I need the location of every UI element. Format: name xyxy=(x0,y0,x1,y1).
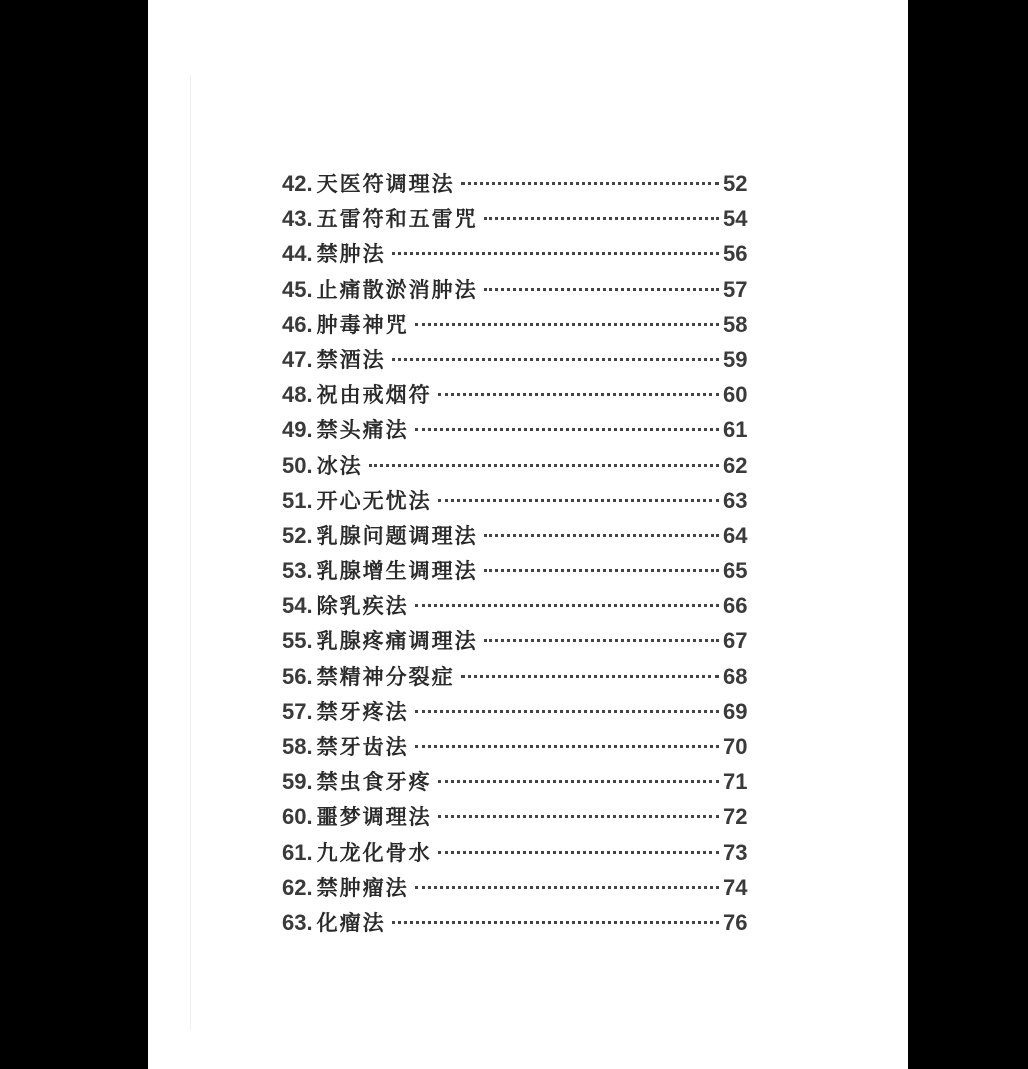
entry-page-number: 69 xyxy=(723,698,748,724)
toc-entry xyxy=(282,799,757,834)
dot-leader xyxy=(438,780,719,783)
entry-title: 禁肿法 xyxy=(316,241,386,267)
dot-leader xyxy=(438,393,719,396)
toc-entry xyxy=(282,236,757,271)
entry-title: 肿毒神咒 xyxy=(316,311,409,337)
dot-leader xyxy=(415,604,719,607)
dot-leader xyxy=(392,358,719,361)
entry-page-number: 63 xyxy=(723,487,748,513)
dot-leader xyxy=(415,428,719,431)
entry-number: 62. xyxy=(282,874,313,900)
entry-number: 51. xyxy=(282,487,313,513)
dot-leader xyxy=(438,499,719,502)
entry-page-number: 57 xyxy=(723,276,748,302)
toc-entry xyxy=(282,412,757,447)
toc-entry xyxy=(282,553,757,588)
toc-entry xyxy=(282,201,757,236)
entry-title: 化瘤法 xyxy=(316,909,386,935)
entry-page-number: 62 xyxy=(723,452,748,478)
toc-entry xyxy=(282,307,757,342)
entry-title: 噩梦调理法 xyxy=(316,804,432,830)
dot-leader xyxy=(438,815,719,818)
table-of-contents xyxy=(282,166,757,940)
entry-number: 54. xyxy=(282,593,313,619)
entry-number: 47. xyxy=(282,346,313,372)
entry-page-number: 70 xyxy=(723,734,748,759)
toc-entry xyxy=(282,377,757,412)
toc-entry xyxy=(282,623,757,658)
entry-page-number: 58 xyxy=(723,311,748,337)
entry-title: 禁肿瘤法 xyxy=(316,874,409,900)
dot-leader xyxy=(461,675,719,678)
entry-title: 止痛散淤消肿法 xyxy=(316,276,478,302)
toc-entry xyxy=(282,694,757,729)
dot-leader xyxy=(369,464,719,467)
dot-leader xyxy=(484,569,719,572)
entry-page-number: 74 xyxy=(723,874,748,900)
entry-number: 56. xyxy=(282,663,313,689)
entry-number: 58. xyxy=(282,734,313,759)
dot-leader xyxy=(415,886,719,889)
toc-entry xyxy=(282,835,757,870)
entry-number: 42. xyxy=(282,171,313,196)
entry-number: 57. xyxy=(282,698,313,724)
entry-title: 乳腺增生调理法 xyxy=(316,558,478,584)
entry-title: 除乳疾法 xyxy=(316,593,409,619)
entry-page-number: 52 xyxy=(723,171,748,196)
toc-entry xyxy=(282,729,757,764)
toc-entry xyxy=(282,272,757,307)
toc-entry xyxy=(282,588,757,623)
entry-title: 冰法 xyxy=(316,452,363,478)
entry-number: 63. xyxy=(282,909,313,935)
entry-title: 禁牙齿法 xyxy=(316,734,409,759)
toc-entry xyxy=(282,166,757,201)
entry-number: 60. xyxy=(282,804,313,830)
toc-entry xyxy=(282,483,757,518)
dot-leader xyxy=(392,252,719,255)
entry-title: 乳腺问题调理法 xyxy=(316,522,478,548)
entry-page-number: 68 xyxy=(723,663,748,689)
entry-number: 52. xyxy=(282,522,313,548)
entry-page-number: 76 xyxy=(723,909,748,935)
entry-page-number: 71 xyxy=(723,769,748,795)
entry-page-number: 56 xyxy=(723,241,748,267)
entry-page-number: 54 xyxy=(723,206,748,232)
toc-entry xyxy=(282,905,757,940)
entry-title: 五雷符和五雷咒 xyxy=(316,206,478,232)
entry-number: 44. xyxy=(282,241,313,267)
dot-leader xyxy=(484,217,719,220)
entry-title: 禁虫食牙疼 xyxy=(316,769,432,795)
entry-title: 禁牙疼法 xyxy=(316,698,409,724)
dot-leader xyxy=(484,639,719,642)
dot-leader xyxy=(415,710,719,713)
dot-leader xyxy=(438,851,719,854)
entry-page-number: 60 xyxy=(723,382,748,408)
entry-number: 59. xyxy=(282,769,313,795)
dot-leader xyxy=(461,182,719,185)
toc-entry xyxy=(282,342,757,377)
toc-entry xyxy=(282,764,757,799)
entry-number: 46. xyxy=(282,311,313,337)
entry-page-number: 67 xyxy=(723,628,748,654)
entry-number: 53. xyxy=(282,558,313,584)
entry-page-number: 61 xyxy=(723,417,748,443)
toc-entry xyxy=(282,870,757,905)
entry-number: 55. xyxy=(282,628,313,654)
dot-leader xyxy=(484,534,719,537)
entry-title: 禁精神分裂症 xyxy=(316,663,455,689)
page-shadow-line xyxy=(190,75,191,1030)
entry-title: 九龙化骨水 xyxy=(316,839,432,865)
toc-entry xyxy=(282,448,757,483)
entry-title: 禁头痛法 xyxy=(316,417,409,443)
toc-entry xyxy=(282,518,757,553)
entry-title: 开心无忧法 xyxy=(316,487,432,513)
entry-title: 禁酒法 xyxy=(316,346,386,372)
dot-leader xyxy=(392,921,719,924)
entry-page-number: 73 xyxy=(723,839,748,865)
entry-number: 49. xyxy=(282,417,313,443)
entry-page-number: 59 xyxy=(723,346,748,372)
entry-number: 50. xyxy=(282,452,313,478)
entry-title: 天医符调理法 xyxy=(316,171,455,196)
entry-number: 48. xyxy=(282,382,313,408)
entry-page-number: 66 xyxy=(723,593,748,619)
dot-leader xyxy=(415,323,719,326)
entry-page-number: 72 xyxy=(723,804,748,830)
entry-page-number: 64 xyxy=(723,522,748,548)
dot-leader xyxy=(484,288,719,291)
dot-leader xyxy=(415,745,719,748)
toc-entry xyxy=(282,659,757,694)
entry-page-number: 65 xyxy=(723,558,748,584)
entry-number: 43. xyxy=(282,206,313,232)
entry-number: 61. xyxy=(282,839,313,865)
entry-title: 祝由戒烟符 xyxy=(316,382,432,408)
entry-number: 45. xyxy=(282,276,313,302)
entry-title: 乳腺疼痛调理法 xyxy=(316,628,478,654)
